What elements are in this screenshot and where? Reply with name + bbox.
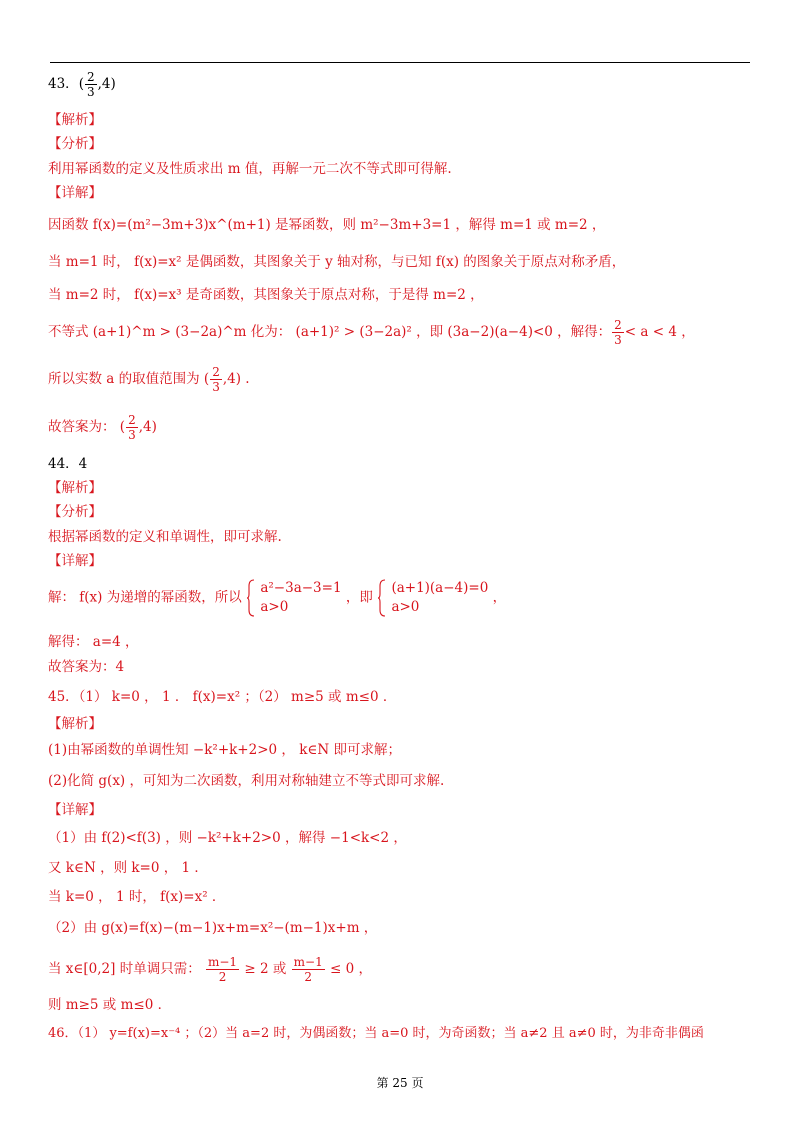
q43-detail-line-4 [48, 318, 695, 347]
frac-numerator: 2 [614, 318, 622, 332]
q43-l4-post: < a < 4 ， [624, 324, 695, 340]
frac-numerator: m−1 [293, 955, 323, 969]
q44-l1-pre: 解： f(x) 为递增的幂函数，所以 [48, 589, 242, 606]
left-brace-icon [377, 578, 387, 618]
left-brace-icon [246, 578, 256, 618]
q43-final-answer [48, 413, 157, 442]
q43-jiexi-heading: 【解析】 [48, 112, 102, 128]
q44-fenxi-text: 根据幂函数的定义和单调性，即可求解. [48, 529, 282, 545]
frac-numerator: 2 [128, 413, 136, 427]
q43-detail-line-3: 当 m=2 时， f(x)=x³ 是奇函数，其图象关于原点对称，于是得 m=2 ， [48, 287, 484, 303]
q44-detail-line-2: 解得： a=4 ， [48, 634, 139, 650]
q44-system-2-eq-a: (a+1)(a−4)=0 [391, 580, 489, 596]
q44-final-answer: 故答案为：4 [48, 659, 125, 675]
q43-l5-post: ,4) . [222, 371, 250, 387]
q43-answer-open: ( [78, 76, 84, 92]
q43-detail-line-2: 当 m=1 时， f(x)=x² 是偶函数，其图象关于 y 轴对称，与已知 f(x) 的图象关于原点对称矛盾， [48, 254, 626, 270]
q43-answer-line [48, 70, 116, 99]
q45-detail-line-2: 又 k∈N ，则 k=0 ， 1 ． [48, 860, 208, 876]
frac-numerator: m−1 [208, 955, 238, 969]
q43-number: 43． [48, 76, 79, 92]
q45-xiangjie-heading: 【详解】 [48, 802, 102, 818]
frac-denominator: 3 [128, 428, 136, 442]
q43-l6-pre: 故答案为： ( [48, 419, 126, 435]
q44-fenxi-heading: 【分析】 [48, 504, 102, 520]
q43-l6-fraction [126, 413, 138, 442]
frac-denominator: 3 [86, 85, 95, 99]
q43-l5-fraction [210, 365, 222, 394]
q43-xiangjie-heading: 【详解】 [48, 185, 102, 201]
q44-xiangjie-heading: 【详解】 [48, 553, 102, 569]
frac-denominator: 3 [614, 333, 622, 347]
q45-analysis-2: (2)化简 g(x) ，可知为二次函数，利用对称轴建立不等式即可求解. [48, 773, 445, 789]
q45-l5-post: ≤ 0 ， [330, 961, 373, 977]
q44-system-2 [377, 578, 488, 618]
q45-l5-mid: ≥ 2 或 [244, 961, 287, 977]
q43-detail-line-1: 因函数 f(x)=(m²−3m+3)x^(m+1) 是幂函数，则 m²−3m+3=1 ，解得 m=1 或 m=2 ， [48, 217, 606, 233]
q45-l5-fraction-2 [292, 955, 325, 984]
q43-detail-line-5 [48, 365, 250, 394]
q45-jiexi-heading: 【解析】 [48, 716, 102, 732]
frac-denominator: 2 [304, 970, 313, 984]
q45-detail-line-1: （1）由 f(2)<f(3) ，则 −k²+k+2>0 ，解得 −1<k<2 ， [48, 830, 407, 846]
frac-numerator: 2 [212, 365, 220, 379]
frac-denominator: 3 [212, 380, 220, 394]
q43-answer-fraction [85, 70, 97, 99]
frac-denominator: 2 [218, 970, 227, 984]
header-rule [50, 62, 750, 63]
q45-detail-line-3: 当 k=0 ， 1 时， f(x)=x² ． [48, 889, 226, 905]
q43-answer-tail: ,4) [97, 76, 116, 92]
q45-answer-line: 45．（1） k=0 ， 1 ． f(x)=x² ；（2） m≥5 或 m≤0 ． [48, 689, 397, 705]
q43-l5-pre: 所以实数 a 的取值范围为 ( [48, 371, 210, 387]
q43-fenxi-heading: 【分析】 [48, 136, 102, 152]
q43-l4-pre: 不等式 (a+1)^m > (3−2a)^m 化为： (a+1)² > (3−2a)² ，即 (3a−2)(a−4)<0 ，解得： [48, 324, 612, 340]
q44-detail-line-1 [48, 578, 506, 618]
q44-system-1 [246, 578, 342, 618]
q45-l5-pre: 当 x∈[0,2] 时单调只需： [48, 961, 201, 977]
q46-answer-line: 46．（1） y=f(x)=x⁻⁴ ；（2）当 a=2 时，为偶函数；当 a=0 时，为奇函数；当 a≠2 且 a≠0 时，为非奇非偶函 [48, 1026, 704, 1041]
q43-l4-fraction [612, 318, 624, 347]
q45-detail-line-5 [48, 955, 372, 984]
q45-l5-fraction-1 [206, 955, 239, 984]
q45-detail-line-6: 则 m≥5 或 m≤0 ． [48, 997, 172, 1013]
q44-system-1-eq-b: a>0 [260, 599, 289, 615]
q44-system-2-eq-b: a>0 [391, 599, 420, 615]
page-number: 第 25 页 [376, 1076, 424, 1090]
q44-system-1-eq-a: a²−3a−3=1 [260, 580, 342, 596]
q45-analysis-1: (1)由幂函数的单调性知 −k²+k+2>0 ， k∈N 即可求解； [48, 742, 401, 758]
q44-l1-post: ， [492, 589, 507, 606]
q43-l6-post: ,4) [138, 419, 157, 435]
q43-fenxi-text: 利用幂函数的定义及性质求出 m 值，再解一元二次不等式即可得解. [48, 161, 452, 177]
q45-detail-line-4: （2）由 g(x)=f(x)−(m−1)x+m=x²−(m−1)x+m ， [48, 920, 378, 936]
frac-numerator: 2 [86, 70, 95, 84]
q44-jiexi-heading: 【解析】 [48, 480, 102, 496]
q44-answer-line: 44．4 [48, 456, 88, 472]
q44-l1-mid: ，即 [345, 589, 373, 606]
